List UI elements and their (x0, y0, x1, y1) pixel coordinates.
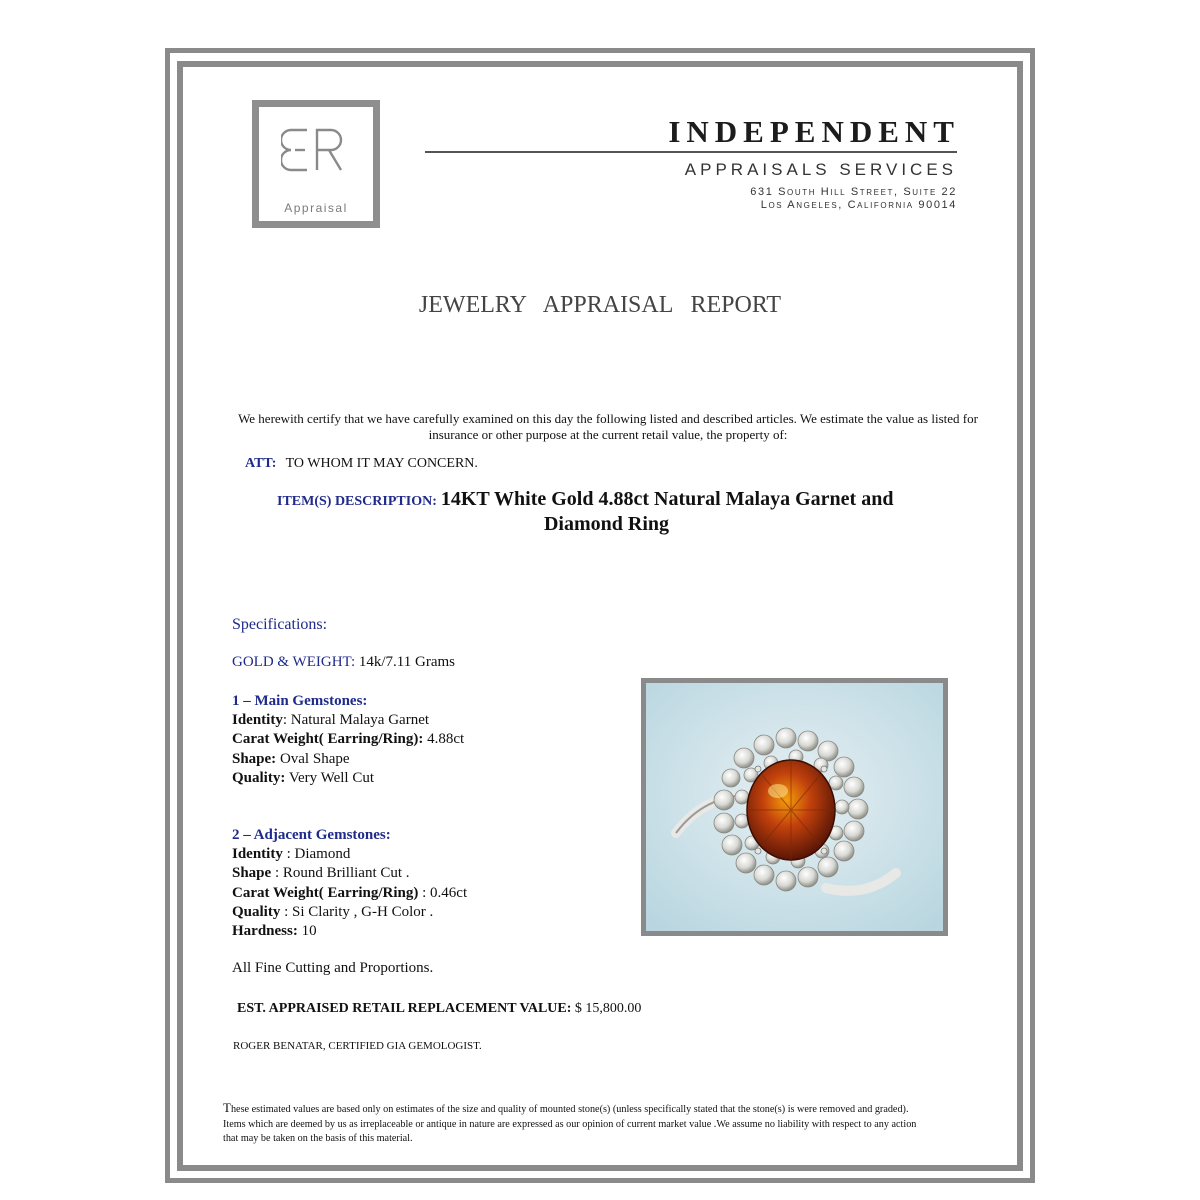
main-identity-value: : Natural Malaya Garnet (282, 712, 430, 729)
adjacent-gemstones-heading: 2 – Adjacent Gemstones: (232, 827, 391, 843)
adj-identity-row (232, 845, 467, 864)
gold-weight-value: 14k/7.11 Grams (358, 654, 455, 670)
adj-quality-label: Quality (232, 903, 281, 920)
company-subtitle: APPRAISALS SERVICES (684, 160, 957, 179)
adj-shape-row (232, 864, 467, 883)
item-description (277, 488, 893, 511)
main-shape-value: Oval Shape (279, 750, 350, 767)
adj-hardness-row (232, 922, 467, 941)
estimated-value-line (237, 1001, 641, 1017)
adj-shape-label: Shape (232, 865, 272, 882)
main-shape-row (232, 750, 464, 769)
adj-shape-value: : Round Brilliant Cut . (274, 865, 410, 882)
gold-weight-label: GOLD & WEIGHT: (232, 654, 356, 670)
item-title-line1: 14KT White Gold 4.88ct Natural Malaya Garnet and (440, 488, 894, 510)
report-title: JEWELRY APPRAISAL REPORT (418, 292, 782, 318)
main-identity-row (232, 711, 464, 730)
adj-carat-row (232, 884, 467, 903)
logo-caption: Appraisal (284, 201, 348, 215)
disclaimer-first-letter: T (223, 1100, 231, 1115)
main-quality-value: Very Well Cut (288, 769, 375, 786)
adj-carat-label: Carat Weight( Earring/Ring) (232, 884, 419, 901)
br-monogram-icon (281, 127, 353, 173)
br-appraisal-logo (252, 100, 380, 228)
main-carat-label: Carat Weight( Earring/Ring): (232, 731, 424, 748)
adj-quality-value: : Si Clarity , G-H Color . (284, 903, 434, 920)
attention-label: ATT: (245, 456, 277, 471)
adj-identity-label: Identity (232, 846, 283, 863)
gemologist-signature-line: ROGER BENATAR, CERTIFIED GIA GEMOLOGIST. (233, 1040, 482, 1052)
attention-value: TO WHOM IT MAY CONCERN. (285, 456, 478, 471)
company-address-line1: 631 South Hill Street, Suite 22 (750, 186, 957, 198)
ring-photo (641, 678, 948, 936)
item-title-line2: Diamond Ring (543, 513, 670, 535)
main-carat-value: 4.88ct (427, 731, 465, 748)
item-description-label: ITEM(S) DESCRIPTION: (277, 494, 437, 509)
adj-quality-row (232, 903, 467, 922)
adj-identity-value: : Diamond (286, 846, 351, 863)
fine-cutting-note: All Fine Cutting and Proportions. (232, 960, 434, 976)
adjacent-gemstones-section (232, 826, 467, 941)
certification-paragraph: We herewith certify that we have carefully examined on this day the following listed and described articles. We estimate the value as listed for insurance or other purpose at the current retail value, the property of: (238, 411, 978, 442)
specifications-heading: Specifications: (232, 616, 328, 633)
attention-line (245, 456, 478, 472)
company-address-line2: Los Angeles, California 90014 (760, 199, 957, 211)
main-identity-label: Identity (232, 712, 283, 729)
main-carat-row (232, 730, 464, 749)
gold-weight-line (232, 654, 455, 671)
header-rule (425, 151, 957, 153)
adj-hardness-label: Hardness: (232, 923, 298, 940)
estimated-value-label: EST. APPRAISED RETAIL REPLACEMENT VALUE: (237, 1001, 572, 1016)
adj-carat-value: : 0.46ct (422, 884, 468, 901)
disclaimer-text: hese estimated values are based only on estimates of the size and quality of mounted stone(s) (unless specifically stated that the stone(s) is were removed and graded). Items which are deemed by us as irreplaceable or antique in nature are expressed as our opinion of current market value .We assume no liability with respect to any action that may be taken on the basis of this material. (223, 1104, 917, 1144)
adj-hardness-value: 10 (301, 923, 317, 940)
main-gemstones-heading: 1 – Main Gemstones: (232, 693, 368, 709)
disclaimer-paragraph (223, 1101, 923, 1147)
main-quality-label: Quality: (232, 769, 286, 786)
garnet-diamond-ring-image (646, 683, 943, 931)
estimated-value-amount: $ 15,800.00 (574, 1001, 642, 1016)
main-shape-label: Shape: (232, 750, 277, 767)
main-quality-row (232, 769, 464, 788)
main-gemstones-section (232, 692, 464, 788)
company-name: INDEPENDENT (668, 114, 960, 149)
